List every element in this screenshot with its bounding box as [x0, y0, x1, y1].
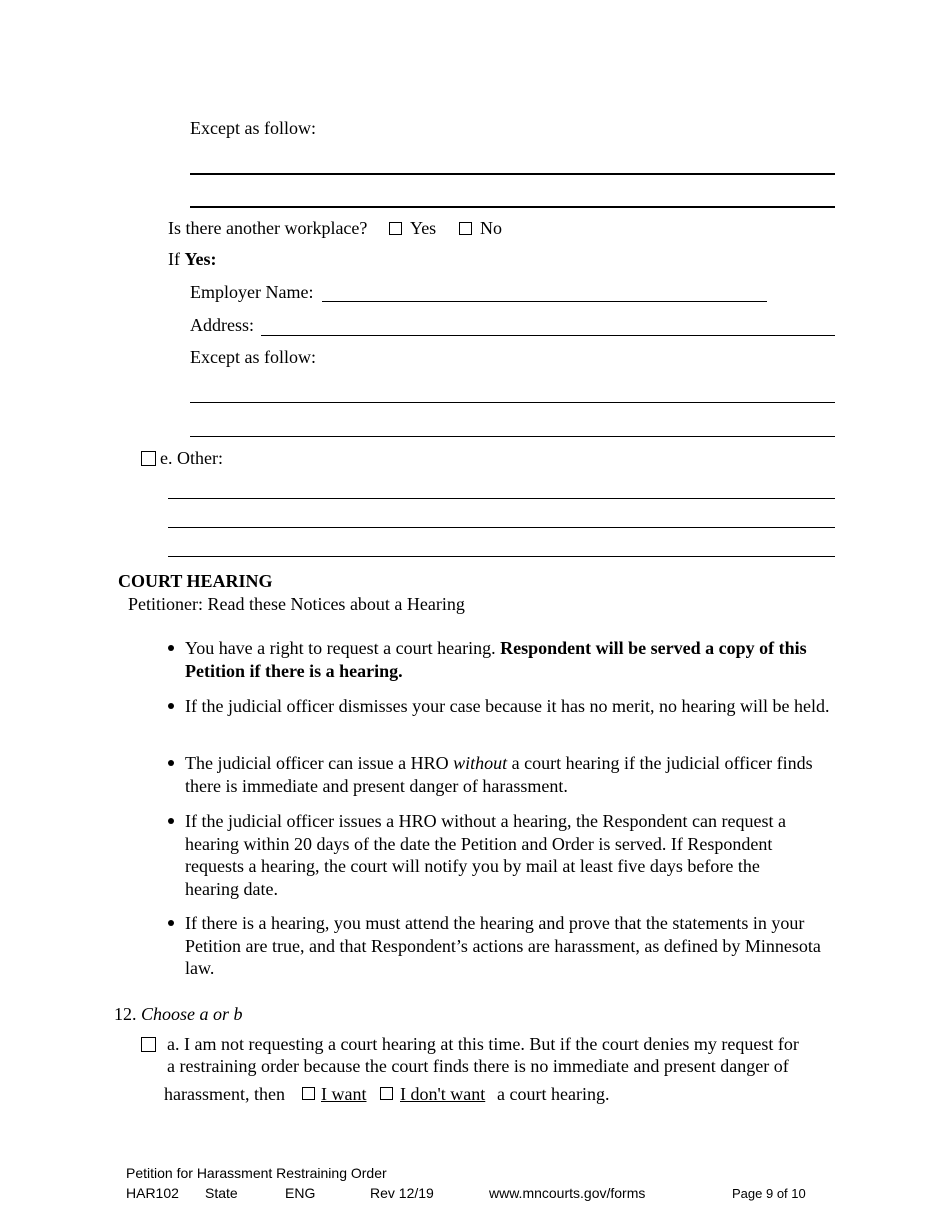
if-yes-bold: Yes: [184, 249, 217, 269]
bullet-dot [168, 645, 174, 651]
bullet-dot [168, 920, 174, 926]
address-label: Address: [190, 315, 254, 335]
except-label-1: Except as follow: [190, 118, 316, 138]
bullet-2-text: If the judicial officer dismisses your case because it has no merit, no hearing will be held. [185, 696, 830, 716]
bullet-dot [168, 703, 174, 709]
except-line-1b[interactable] [190, 206, 835, 208]
other-label: e. Other: [160, 448, 223, 468]
footer-form-code: HAR102 [126, 1185, 179, 1201]
option-a-line-3 [164, 1083, 285, 1105]
option-a-line-3-pre: harassment, then [164, 1084, 285, 1104]
item-12-number: 12. [114, 1004, 137, 1024]
bullet-dot [168, 818, 174, 824]
footer-website: www.mncourts.gov/forms [489, 1185, 646, 1201]
footer-title: Petition for Harassment Restraining Order [126, 1165, 387, 1181]
item-12-instruction: Choose a or b [141, 1004, 243, 1024]
want-hearing-checkbox[interactable] [302, 1087, 315, 1100]
workplace-yes-label: Yes [410, 218, 437, 238]
other-line-2[interactable] [168, 527, 835, 528]
bullet-3-post: a court hearing if the judicial officer finds there is immediate and present danger of harassment. [185, 753, 813, 796]
dont-want-hearing-label: I don't want [400, 1084, 486, 1104]
address-field[interactable] [261, 335, 835, 336]
except-line-2a[interactable] [190, 402, 835, 403]
bullet-notice-3 [185, 752, 840, 797]
bullet-3-pre: The judicial officer can issue a HRO [185, 753, 454, 773]
workplace-yes-checkbox[interactable] [389, 222, 402, 235]
workplace-no-checkbox[interactable] [459, 222, 472, 235]
other-line-3[interactable] [168, 556, 835, 557]
bullet-1-bold: Respondent will be served a copy of this Petition if there is a hearing. [185, 638, 807, 681]
option-a-line-3-post: a court hearing. [497, 1084, 610, 1104]
if-yes-label [168, 248, 217, 270]
item-12-heading [114, 1003, 243, 1025]
bullet-notice-1 [185, 637, 840, 682]
except-line-2b[interactable] [190, 436, 835, 437]
if-prefix: If [168, 249, 180, 269]
option-a-line-2: a restraining order because the court finds there is no immediate and present danger of [167, 1056, 789, 1076]
bullet-notice-2 [185, 695, 840, 718]
employer-name-label: Employer Name: [190, 282, 314, 302]
bullet-1-text: You have a right to request a court hearing. [185, 638, 501, 658]
except-label-2: Except as follow: [190, 347, 316, 367]
another-workplace-question: Is there another workplace? [168, 218, 368, 238]
option-a-checkbox[interactable] [141, 1037, 156, 1052]
court-hearing-subheading: Petitioner: Read these Notices about a Hearing [128, 594, 465, 614]
footer-page-number: Page 9 of 10 [732, 1186, 806, 1201]
bullet-5-text: If there is a hearing, you must attend the hearing and prove that the statements in your Petition are true, and that Respondent’s actions are harassment, as defined by Minnesota law. [185, 913, 821, 978]
footer-revision: Rev 12/19 [370, 1185, 434, 1201]
other-line-1[interactable] [168, 498, 835, 499]
bullet-notice-4 [185, 810, 815, 900]
footer-scope: State [205, 1185, 238, 1201]
option-a-line-1: a. I am not requesting a court hearing at this time. But if the court denies my request for [167, 1034, 799, 1054]
bullet-3-italic: without [453, 753, 508, 773]
bullet-dot [168, 760, 174, 766]
employer-name-field[interactable] [322, 301, 767, 302]
other-checkbox[interactable] [141, 451, 156, 466]
court-hearing-heading: COURT HEARING [118, 571, 273, 591]
bullet-notice-5 [185, 912, 840, 980]
footer-language: ENG [285, 1185, 316, 1201]
workplace-no-label: No [480, 218, 502, 238]
bullet-4-text: If the judicial officer issues a HRO without a hearing, the Respondent can request a hearing within 20 days of the date the Petition and Order is served. If Respondent requests a hearing, the court will notify you by mail at least five days before the hearing date. [185, 811, 786, 899]
except-line-1a[interactable] [190, 173, 835, 175]
dont-want-hearing-checkbox[interactable] [380, 1087, 393, 1100]
want-hearing-label: I want [321, 1084, 367, 1104]
